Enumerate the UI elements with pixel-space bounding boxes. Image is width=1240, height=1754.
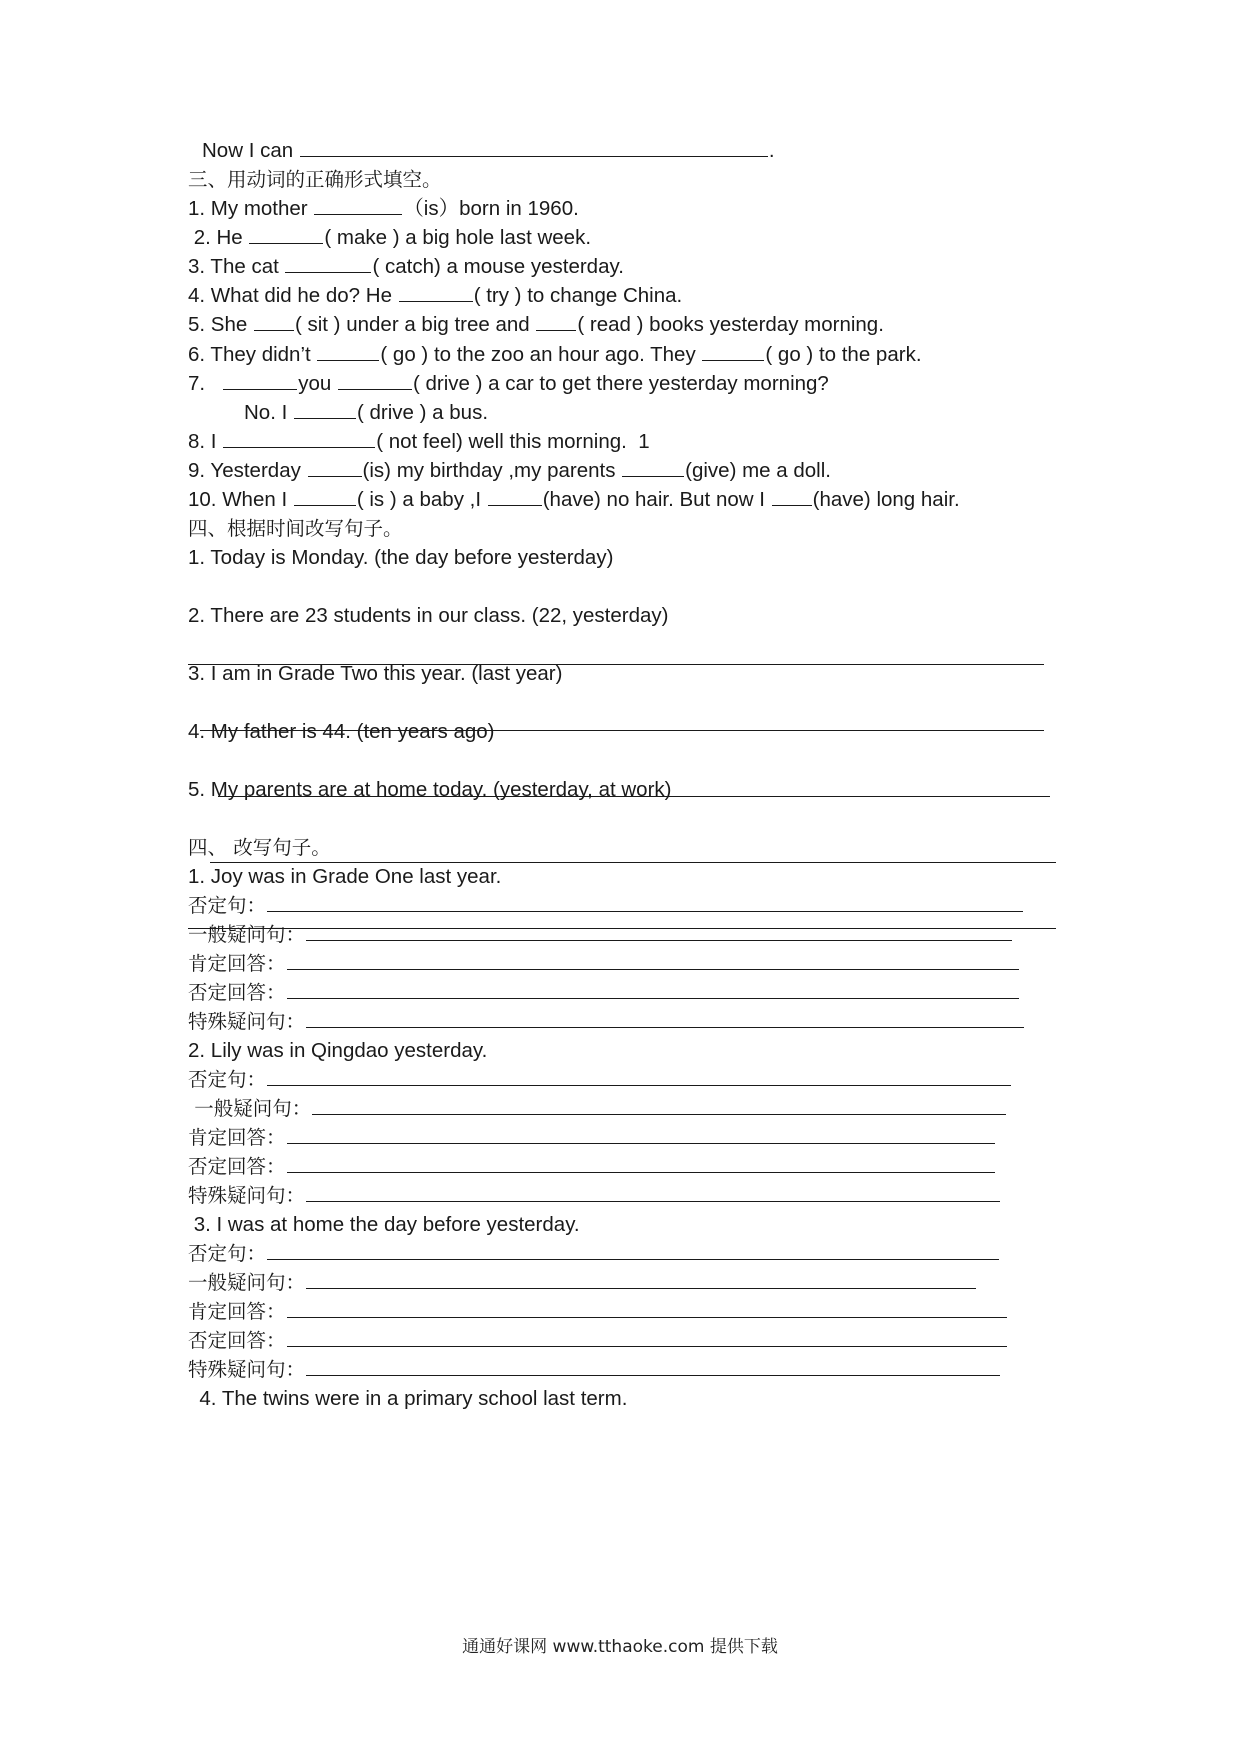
q9: 9. Yesterday (is) my birthday ,my parents (give) me a doll. (188, 454, 831, 487)
s1-negative: 否定句： (188, 889, 1024, 922)
s3-negative-line[interactable] (267, 1237, 999, 1260)
q10: 10. When I ( is ) a baby ,I (have) no hair. But now I (have) long hair. (188, 483, 960, 516)
q7-blank-1[interactable] (223, 367, 297, 390)
sentence-3: 3. I was at home the day before yesterday. (188, 1213, 580, 1236)
intro-blank[interactable] (300, 134, 768, 157)
q8-blank[interactable] (223, 425, 375, 448)
q9-blank-2[interactable] (622, 454, 684, 477)
s1-negative-line[interactable] (267, 889, 1023, 912)
q10-blank-3[interactable] (772, 483, 812, 506)
q3: 3. The cat ( catch) a mouse yesterday. (188, 250, 624, 283)
rewrite-item-1: 1. Today is Monday. (the day before yesterday) (188, 546, 614, 569)
s1-no: 否定回答： (188, 976, 1020, 1009)
s3-yes-line[interactable] (287, 1295, 1007, 1318)
s3-general: 一般疑问句： (188, 1266, 977, 1299)
s3-yes: 肯定回答： (188, 1295, 1008, 1328)
s1-special-line[interactable] (306, 1005, 1024, 1028)
s3-general-line[interactable] (306, 1266, 976, 1289)
q3-blank[interactable] (285, 250, 371, 273)
s1-yes-line[interactable] (287, 947, 1019, 970)
s2-yes: 肯定回答： (188, 1121, 996, 1154)
s3-special: 特殊疑问句： (188, 1353, 1001, 1386)
s1-general: 一般疑问句： (188, 918, 1013, 951)
q5-blank-1[interactable] (254, 308, 294, 331)
rewrite-item-3: 3. I am in Grade Two this year. (last year) (188, 662, 563, 685)
q1-blank[interactable] (314, 192, 402, 215)
q5: 5. She ( sit ) under a big tree and ( read ) books yesterday morning. (188, 308, 884, 341)
rewrite-item-2: 2. There are 23 students in our class. (22, yesterday) (188, 604, 669, 627)
s3-no: 否定回答： (188, 1324, 1008, 1357)
rewrite-item-4: 4. My father is 44. (ten years ago) (188, 720, 495, 743)
sentence-4: 4. The twins were in a primary school last term. (188, 1387, 628, 1410)
q10-blank-1[interactable] (294, 483, 356, 506)
sentence-1: 1. Joy was in Grade One last year. (188, 865, 502, 888)
q7-answer: No. I ( drive ) a bus. (244, 396, 488, 429)
intro-line: Now I can . (202, 134, 775, 167)
q7-blank-2[interactable] (338, 367, 412, 390)
s2-negative: 否定句： (188, 1063, 1012, 1096)
section4a-heading: 四、根据时间改写句子。 (188, 517, 403, 540)
s2-general-line[interactable] (312, 1092, 1006, 1115)
s2-no: 否定回答： (188, 1150, 996, 1183)
q2-blank[interactable] (249, 221, 323, 244)
s1-special: 特殊疑问句： (188, 1005, 1025, 1038)
s1-yes: 肯定回答： (188, 947, 1020, 980)
intro-text: Now I can (202, 139, 299, 162)
q8: 8. I ( not feel) well this morning. 1 (188, 425, 650, 458)
s1-no-line[interactable] (287, 976, 1019, 999)
s3-negative: 否定句： (188, 1237, 1000, 1270)
section4b-heading: 四、 改写句子。 (188, 836, 331, 859)
footer: 通通好课网 www.tthaoke.com 提供下载 (462, 1637, 778, 1657)
s2-yes-line[interactable] (287, 1121, 995, 1144)
s2-general: 一般疑问句： (188, 1092, 1007, 1125)
q7-answer-blank[interactable] (294, 396, 356, 419)
q5-blank-2[interactable] (536, 308, 576, 331)
sentence-2: 2. Lily was in Qingdao yesterday. (188, 1039, 488, 1062)
s2-negative-line[interactable] (267, 1063, 1011, 1086)
q7: 7. you ( drive ) a car to get there yesterday morning? (188, 367, 829, 400)
s2-special-line[interactable] (306, 1179, 1000, 1202)
q4-blank[interactable] (399, 279, 473, 302)
s2-no-line[interactable] (287, 1150, 995, 1173)
q9-blank-1[interactable] (308, 454, 362, 477)
q10-blank-2[interactable] (488, 483, 542, 506)
q4: 4. What did he do? He ( try ) to change China. (188, 279, 682, 312)
s3-special-line[interactable] (306, 1353, 1000, 1376)
q6-blank-1[interactable] (317, 338, 379, 361)
section3-heading: 三、用动词的正确形式填空。 (188, 168, 442, 191)
rewrite-item-5: 5. My parents are at home today. (yesterday, at work) (188, 778, 672, 801)
s2-special: 特殊疑问句： (188, 1179, 1001, 1212)
q2: 2. He ( make ) a big hole last week. (188, 221, 591, 254)
q6: 6. They didn’t ( go ) to the zoo an hour ago. They ( go ) to the park. (188, 338, 922, 371)
q6-blank-2[interactable] (702, 338, 764, 361)
s1-general-line[interactable] (306, 918, 1012, 941)
s3-no-line[interactable] (287, 1324, 1007, 1347)
q1: 1. My mother （is）born in 1960. (188, 192, 579, 225)
